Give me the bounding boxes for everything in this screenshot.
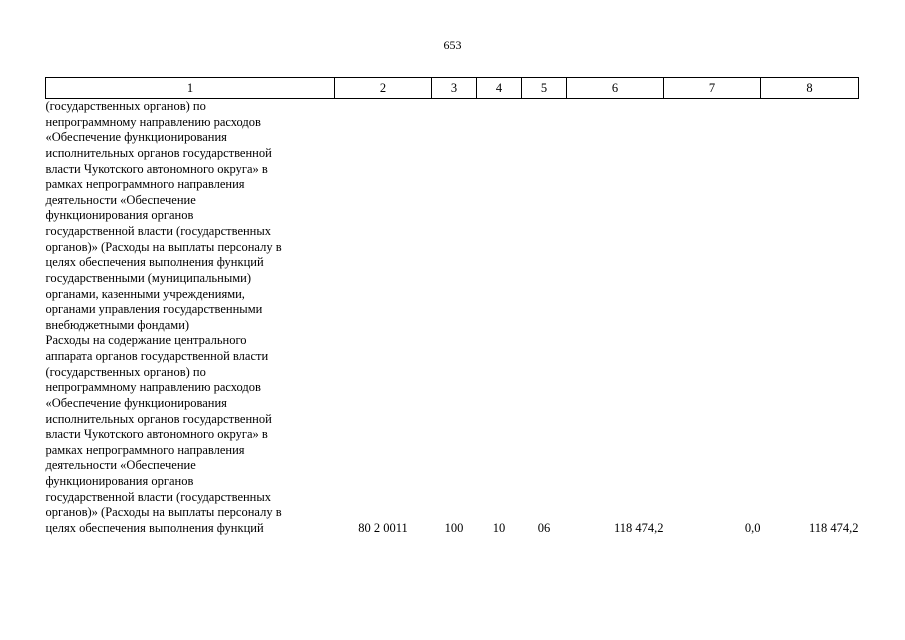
cell-amount-8: 118 474,2 xyxy=(808,520,859,535)
column-header-3: 3 xyxy=(432,78,477,99)
description-line: Расходы на содержание центрального xyxy=(45,333,247,348)
description-line: исполнительных органов государственной xyxy=(45,411,272,426)
description-line: аппарата органов государственной власти xyxy=(45,349,269,363)
description-line: власти Чукотского автономного округа» в xyxy=(45,161,268,176)
column-header-6: 6 xyxy=(567,78,664,99)
column-header-7: 7 xyxy=(664,78,761,99)
description-line: функционирования органов xyxy=(45,474,194,488)
description-line: органами, казенными учреждениями, xyxy=(45,286,245,301)
description-line: власти Чукотского автономного округа» в xyxy=(45,427,268,442)
description-line: целях обеспечения выполнения функций xyxy=(45,255,264,270)
column-header-5: 5 xyxy=(522,78,567,99)
description-line: деятельности «Обеспечение xyxy=(45,458,196,473)
description-line: непрограммному направлению расходов xyxy=(45,114,261,129)
description-line: целях обеспечения выполнения функций xyxy=(45,520,264,535)
description-line: органами управления государственными xyxy=(45,302,263,317)
description-line: «Обеспечение функционирования xyxy=(45,130,227,145)
description-line: функционирования органов xyxy=(45,208,194,223)
description-line: (государственных органов) по xyxy=(45,99,206,113)
row-description xyxy=(46,99,335,537)
description-line: «Обеспечение функционирования xyxy=(45,395,227,410)
description-line: исполнительных органов государственной xyxy=(45,145,272,160)
description-line: государственными (муниципальными) xyxy=(45,270,251,285)
page-number: 653 xyxy=(443,38,462,52)
cell-subsection: 06 xyxy=(537,520,551,535)
column-header-1: 1 xyxy=(46,78,335,99)
column-header-8: 8 xyxy=(761,78,859,99)
description-line: рамках непрограммного направления xyxy=(45,177,245,192)
table-row xyxy=(46,99,859,537)
cell-target-article: 80 2 0011 xyxy=(358,520,408,535)
table-header-row xyxy=(46,78,859,99)
description-line: государственной власти (государственных xyxy=(45,489,272,504)
description-line: непрограммному направлению расходов xyxy=(45,380,261,395)
description-line: (государственных органов) по xyxy=(45,364,206,379)
column-header-4: 4 xyxy=(477,78,522,99)
description-lines xyxy=(46,99,335,537)
cell-expense-type: 100 xyxy=(444,520,464,535)
description-line: внебюджетными фондами) xyxy=(45,317,190,332)
cell-amount-6: 118 474,2 xyxy=(613,520,664,535)
cell-amount-7: 0,0 xyxy=(744,520,761,535)
description-line: рамках непрограммного направления xyxy=(45,442,245,457)
description-line: органов)» (Расходы на выплаты персоналу в xyxy=(45,505,282,520)
column-header-2: 2 xyxy=(335,78,432,99)
budget-table xyxy=(45,77,859,537)
description-line: деятельности «Обеспечение xyxy=(45,192,196,207)
cell-section: 10 xyxy=(492,520,506,535)
description-line: органов)» (Расходы на выплаты персоналу в xyxy=(45,239,282,254)
description-line: государственной власти (государственных xyxy=(45,224,272,238)
